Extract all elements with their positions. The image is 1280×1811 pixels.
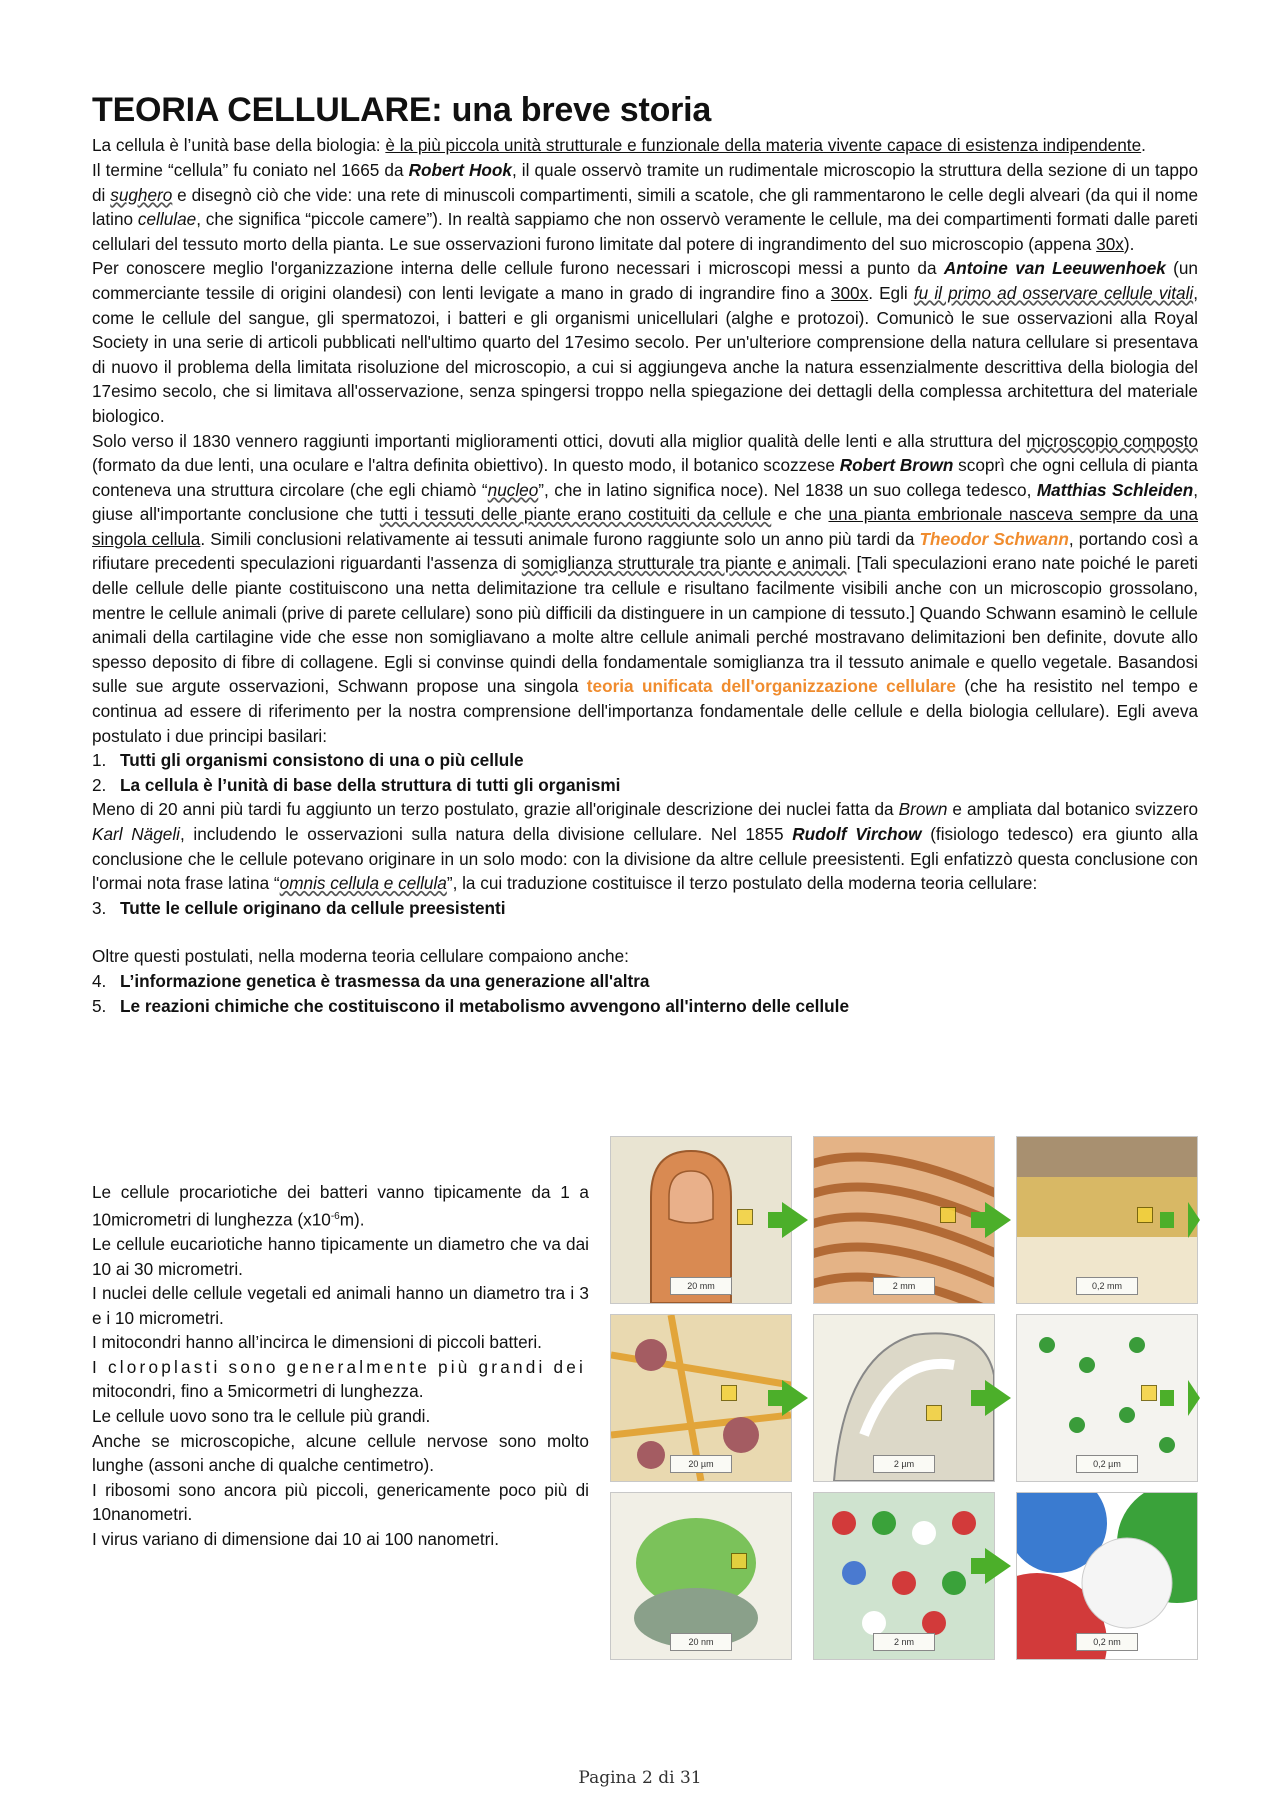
text: , includendo le osservazioni sulla natura della divisione cellulare. Nel 1855 bbox=[179, 824, 793, 845]
panel-ribosome-molecule bbox=[610, 1492, 792, 1660]
text: (fisiologo tedesco) era giunto alla conclusione che le cellule potevano originare in un solo modo: con la divisione da altre cellule preesistenti. Egli enfatizzò questa conclusione con l'ormai nota frase latina “ bbox=[92, 824, 1199, 894]
text: (un commerciante tessile di origini olandesi) con lenti levigate a mano in grado di ingrandire fino a bbox=[92, 258, 1198, 303]
zoom-marker bbox=[721, 1385, 737, 1401]
term-cellulae: cellulae bbox=[137, 209, 197, 230]
text: Le cellule procariotiche dei batteri vanno tipicamente da 1 a 10micrometri di lunghezza (x10 bbox=[92, 1182, 589, 1230]
principles-list-3 bbox=[92, 969, 1198, 1018]
name-nageli: Karl Nägeli bbox=[92, 824, 180, 845]
note-nervose: Anche se microscopiche, alcune cellule nervose sono molto lunghe (assoni anche di qualche centimetro). bbox=[92, 1430, 589, 1476]
panel-finger bbox=[610, 1136, 792, 1304]
list-number: 3. bbox=[92, 897, 107, 918]
term-nucleo: nucleo bbox=[487, 479, 539, 500]
zoom-marker bbox=[737, 1209, 753, 1225]
text: La cellula è l’unità base della biologia: bbox=[92, 135, 386, 156]
scale-label: 0,2 nm bbox=[1076, 1633, 1138, 1651]
name-robert-brown: Robert Brown bbox=[839, 455, 954, 476]
zoom-marker bbox=[1141, 1385, 1157, 1401]
arrow-icon bbox=[985, 1202, 1011, 1238]
principle-text: Le reazioni chimiche che costituiscono il metabolismo avvengono all'interno delle cellule bbox=[120, 995, 850, 1016]
text: , portando così a rifiutare precedenti speculazioni riguardanti l'assenza di bbox=[92, 528, 1199, 574]
page-footer: Pagina 2 di 31 bbox=[578, 1768, 702, 1788]
list-number: 5. bbox=[92, 995, 107, 1016]
text: ”, che in latino significa noce). Nel 1838 un suo collega tedesco, bbox=[538, 479, 1037, 500]
text: . Simili conclusioni relativamente ai tessuti animale furono raggiunte solo un anno più tardi da bbox=[200, 528, 920, 549]
paragraph-additional: Oltre questi postulati, nella moderna teoria cellulare compaiono anche: bbox=[92, 946, 629, 967]
text: (che ha resistito nel tempo e continua ad essere di riferimento per la nostra comprensione dell'importanza fondamentale delle cellule e della biologia cellulare). Egli aveva postulato i due principi basilari: bbox=[92, 676, 1199, 746]
highlight-tessuti: tutti i tessuti delle piante erano costituiti da cellule bbox=[379, 504, 772, 525]
list-number: 1. bbox=[92, 750, 107, 771]
paragraph-virchow bbox=[92, 797, 1198, 895]
panel-atoms bbox=[813, 1492, 995, 1660]
name-brown: Brown bbox=[898, 799, 948, 820]
panel-skin-ridges bbox=[813, 1136, 995, 1304]
superscript: -6 bbox=[330, 1210, 340, 1222]
arrow-icon bbox=[782, 1202, 808, 1238]
magnification-300x: 300x bbox=[830, 282, 869, 303]
highlight-embrionale: una pianta embrionale nasceva sempre da una singola cellula bbox=[92, 504, 1199, 549]
highlight-teoria-unificata: teoria unificata dell'organizzazione cellulare bbox=[586, 676, 956, 697]
text: ). bbox=[1123, 233, 1135, 254]
name-leeuwenhoek: Antoine van Leeuwenhoek bbox=[943, 258, 1166, 279]
scale-label: 2 mm bbox=[873, 1277, 935, 1295]
definition-underlined: è la più piccola unità strutturale e funzionale della materia vivente capace di esistenza indipendente bbox=[385, 135, 1142, 156]
arrow-icon bbox=[782, 1380, 808, 1416]
scale-label: 0,2 µm bbox=[1076, 1455, 1138, 1473]
arrow-icon bbox=[985, 1380, 1011, 1416]
scale-label: 20 µm bbox=[670, 1455, 732, 1473]
list-item bbox=[92, 773, 1198, 798]
principle-text: Tutti gli organismi consistono di una o più cellule bbox=[120, 750, 524, 771]
arrow-icon bbox=[1188, 1202, 1200, 1238]
list-number: 4. bbox=[92, 970, 107, 991]
text: m). bbox=[339, 1209, 365, 1230]
scale-label: 20 mm bbox=[670, 1277, 732, 1295]
paragraph-brown-schwann bbox=[92, 429, 1198, 749]
note-procarioti bbox=[92, 1180, 589, 1232]
note-cloroplasti bbox=[92, 1355, 589, 1404]
text: . bbox=[1141, 135, 1146, 156]
scale-figure bbox=[610, 1136, 1200, 1658]
text: Meno di 20 anni più tardi fu aggiunto un terzo postulato, grazie all'originale descrizione dei nuclei fatta da bbox=[92, 799, 899, 820]
name-schwann: Theodor Schwann bbox=[919, 528, 1069, 549]
zoom-marker bbox=[926, 1405, 942, 1421]
scale-label: 2 µm bbox=[873, 1455, 935, 1473]
term-sughero: sughero bbox=[110, 184, 173, 205]
text: Per conoscere meglio l'organizzazione interna delle cellule furono necessari i microscopi messi a punto da bbox=[92, 258, 944, 279]
size-notes bbox=[92, 1180, 589, 1552]
text: Solo verso il 1830 vennero raggiunti importanti miglioramenti ottici, dovuti alla miglior qualità delle lenti e alla struttura del bbox=[92, 430, 1027, 451]
text: , che significa “piccole camere”). In realtà sappiamo che non osservò veramente le cellule, ma dei compartimenti formati dalle pareti cellulari del tessuto morto della pianta. Le sue osservazioni furono limitate dal potere di ingrandimento del suo microscopio (appena bbox=[92, 209, 1198, 254]
note-ribosomi: I ribosomi sono ancora più piccoli, genericamente poco più di 10nanometri. bbox=[92, 1479, 589, 1525]
text: scoprì che ogni cellula di pianta conteneva una struttura circolare (che egli chiamò “ bbox=[92, 455, 1198, 500]
principles-list-1 bbox=[92, 748, 1198, 797]
arrow-icon bbox=[985, 1548, 1011, 1584]
text: , il quale osservò tramite un rudimentale microscopio la struttura della sezione di un tappo di bbox=[92, 159, 1198, 205]
principle-text: Tutte le cellule originano da cellule preesistenti bbox=[120, 897, 506, 918]
zoom-marker bbox=[731, 1553, 747, 1569]
highlight-somiglianza: somiglianza strutturale tra piante e animali bbox=[521, 553, 847, 574]
magnification-30x: 30x bbox=[1096, 233, 1124, 254]
panel-cells bbox=[610, 1314, 792, 1482]
paragraph-definition bbox=[92, 133, 1198, 158]
list-item bbox=[92, 748, 1198, 773]
note-eucarioti: Le cellule eucariotiche hanno tipicamente un diametro che va dai 10 ai 30 micrometri. bbox=[92, 1233, 589, 1279]
term-microscopio-composto: microscopio composto bbox=[1026, 430, 1198, 451]
note-nuclei: I nuclei delle cellule vegetali ed animali hanno un diametro tra i 3 e i 10 micrometri. bbox=[92, 1283, 589, 1328]
scale-label: 2 nm bbox=[873, 1633, 935, 1651]
spacer bbox=[92, 920, 1198, 944]
zoom-marker bbox=[940, 1207, 956, 1223]
list-number: 2. bbox=[92, 774, 107, 795]
paragraph-leeuwenhoek bbox=[92, 256, 1198, 428]
note-cellule-uovo: Le cellule uovo sono tra le cellule più grandi. bbox=[92, 1406, 431, 1427]
list-item bbox=[92, 994, 1198, 1019]
text: ”, la cui traduzione costituisce il terzo postulato della moderna teoria cellulare: bbox=[446, 873, 1038, 894]
text: (formato da due lenti, una oculare e l'altra definita obiettivo). In questo modo, il botanico scozzese bbox=[92, 455, 840, 476]
text: , giuse all'importante conclusione che bbox=[92, 479, 1199, 525]
zoom-marker bbox=[1137, 1207, 1153, 1223]
text: I cloroplasti sono generalmente più grandi dei bbox=[92, 1356, 587, 1377]
name-robert-hook: Robert Hook bbox=[408, 159, 512, 180]
note-mitocondri: I mitocondri hanno all’incirca le dimensioni di piccoli batteri. bbox=[92, 1332, 542, 1353]
highlight-primo: fu il primo ad osservare cellule vitali bbox=[913, 282, 1194, 303]
list-item bbox=[92, 896, 1198, 921]
panel-atoms-closeup bbox=[1016, 1492, 1198, 1660]
text: , come le cellule del sangue, gli spermatozoi, i batteri e gli organismi unicellulari (alghe e protozoi). Comunicò le sue osservazioni alla Royal Society in una serie di articoli pubblicati nell'ultimo quarto del 17esimo secolo. Per un'ulteriore comprensione della natura cellulare si presentava di nuovo il problema della limitata risoluzione del microscopio, a cui si aggiungeva anche la natura essenzialmente descrittiva della biologia del 17esimo secolo, che si limitava all'osservazione, senza spingersi troppo nella spiegazione dei dettagli della complessa architettura del materiale biologico. bbox=[92, 282, 1198, 426]
name-schleiden: Matthias Schleiden bbox=[1036, 479, 1194, 500]
text: e ampliata dal botanico svizzero bbox=[947, 799, 1199, 820]
latin-phrase: omnis cellula e cellula bbox=[279, 873, 447, 894]
document-page bbox=[92, 92, 1198, 1018]
panel-mitochondrion bbox=[813, 1314, 995, 1482]
scale-label: 0,2 mm bbox=[1076, 1277, 1138, 1295]
paragraph-hook bbox=[92, 158, 1198, 256]
text: mitocondri, fino a 5micormetri di lunghezza. bbox=[92, 1381, 424, 1402]
text: e che bbox=[771, 504, 829, 525]
text: . Egli bbox=[868, 282, 914, 303]
scale-label: 20 nm bbox=[670, 1633, 732, 1651]
text: Il termine “cellula” fu coniato nel 1665 da bbox=[92, 159, 409, 180]
principle-text: La cellula è l’unità di base della struttura di tutti gli organismi bbox=[120, 774, 621, 795]
principles-list-2 bbox=[92, 896, 1198, 921]
text: . [Tali speculazioni erano nate poiché le pareti delle cellule delle piante costituiscono una netta delimitazione tra cellule e risultano facilmente visibili anche con un microscopio grossolano, mentre le cellule animali (prive di parete cellulare) sono più difficili da distinguere in un campione di tessuto.] Quando Schwann esaminò le cellule animali della cartilagine vide che esse non somigliavano a molte altre cellule animali perché mostravano delimitazioni ben definite, dovute allo spesso deposito di fibre di collagene. Egli si convinse quindi della fondamentale somiglianza tra il tessuto animale e quello vegetale. Basandosi sulle sue argute osservazioni, Schwann propose una singola bbox=[92, 553, 1198, 697]
list-item bbox=[92, 969, 1198, 994]
note-virus: I virus variano di dimensione dai 10 ai 100 nanometri. bbox=[92, 1529, 500, 1550]
principle-text: L’informazione genetica è trasmessa da una generazione all'altra bbox=[120, 970, 650, 991]
page-title: TEORIA CELLULARE: una breve storia bbox=[92, 91, 712, 129]
name-virchow: Rudolf Virchow bbox=[792, 824, 922, 845]
arrow-icon bbox=[1188, 1380, 1200, 1416]
text: e disegnò ciò che vide: una rete di minuscoli compartimenti, simili a scatole, che gli rammentarono le celle degli alveari (da qui il nome latino bbox=[92, 184, 1198, 230]
